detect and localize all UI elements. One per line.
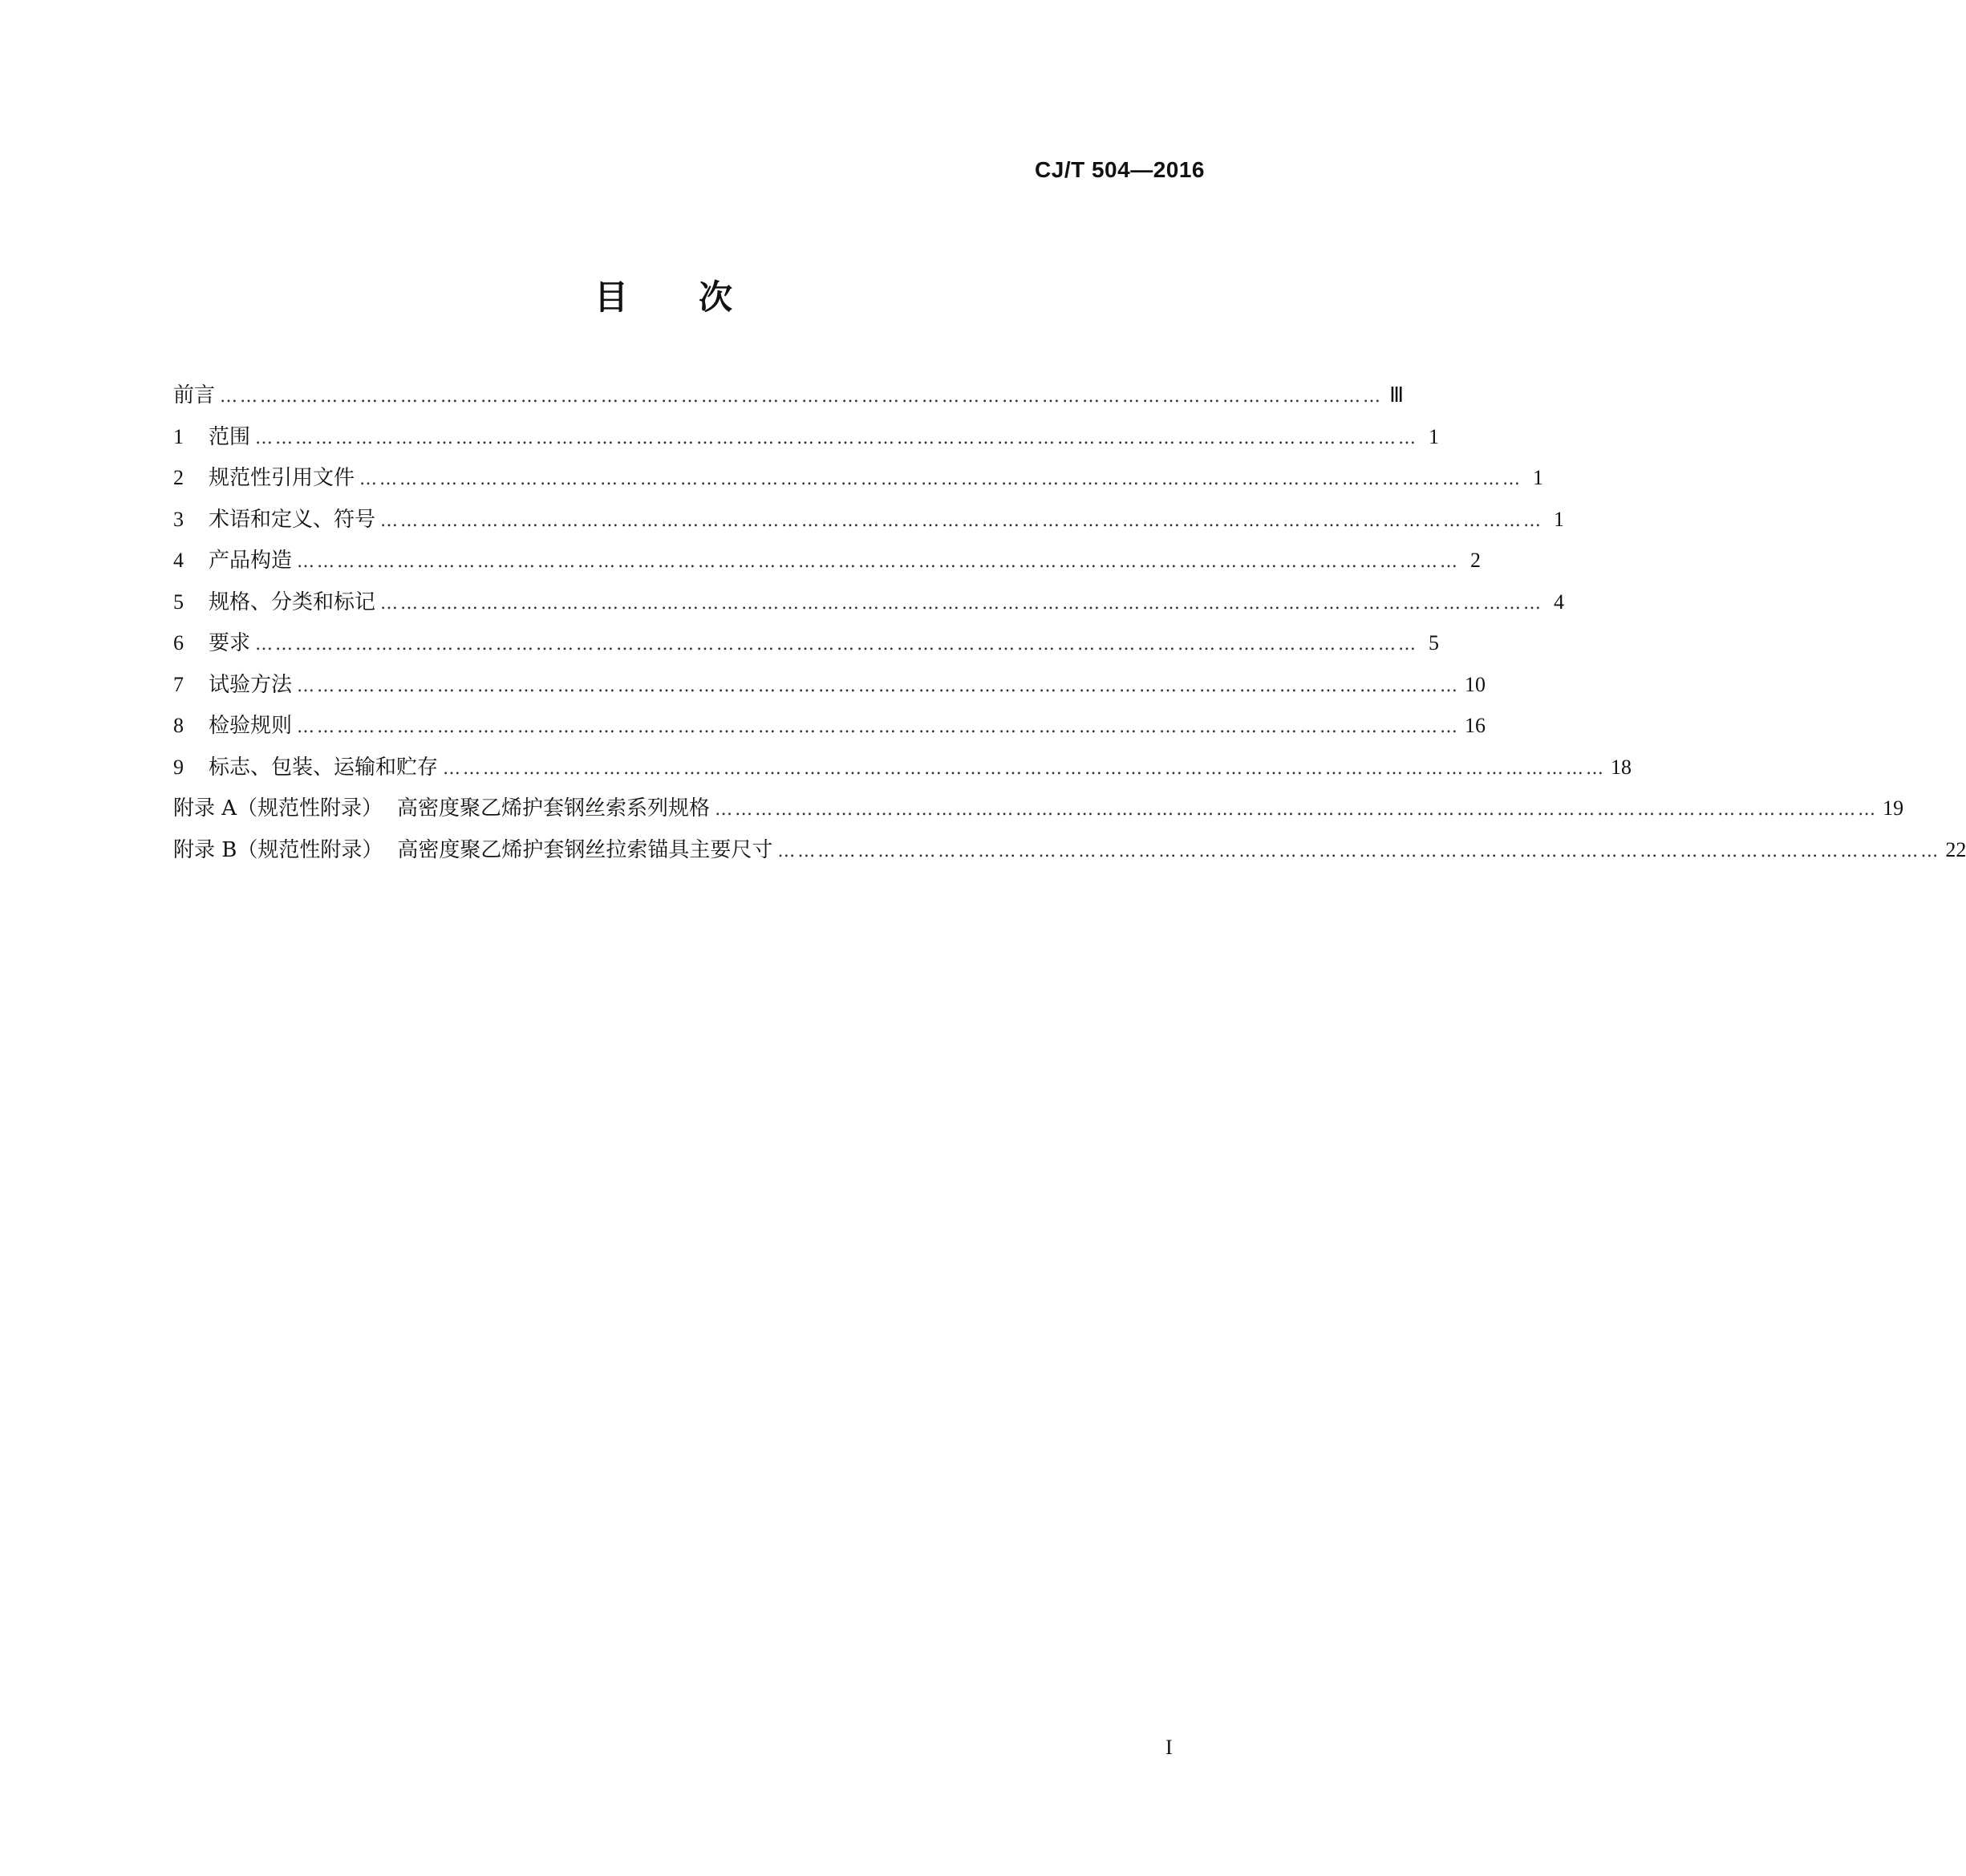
toc-entry-foreword[interactable]	[173, 379, 1405, 420]
toc-leader: …………………………………………………………………………………………………………………………………………………………	[297, 552, 1461, 572]
standard-number: CJ/T 504—2016	[1035, 157, 1205, 182]
toc-page: 5	[1429, 631, 1440, 654]
toc-entry-appendix-a[interactable]	[173, 792, 1904, 833]
toc-label: 试验方法	[209, 672, 293, 697]
toc-number: 6	[173, 631, 184, 654]
toc-label: 范围	[209, 424, 251, 449]
toc-number: 8	[173, 714, 184, 737]
toc-page: 22	[1945, 837, 1966, 861]
toc-page: 19	[1883, 796, 1904, 820]
toc-label: 术语和定义、符号	[209, 507, 376, 532]
toc-label: 规范性引用文件	[209, 466, 355, 490]
page-title: 目次	[594, 278, 803, 317]
page-number: I	[1165, 1736, 1173, 1759]
toc-leader: …………………………………………………………………………………………………………………………………………………………	[443, 758, 1607, 779]
toc-label: 高密度聚乙烯护套钢丝拉索锚具主要尺寸	[397, 837, 773, 862]
toc-entry-2[interactable]	[173, 461, 1544, 503]
toc-entry-1[interactable]	[173, 420, 1440, 462]
toc-leader: …………………………………………………………………………………………………………………………………………………………	[220, 387, 1384, 407]
toc-leader: …………………………………………………………………………………………………………………………………………………………	[297, 717, 1461, 737]
toc-leader: …………………………………………………………………………………………………………………………………………………………	[255, 634, 1419, 654]
toc-entry-3[interactable]	[173, 503, 1565, 545]
toc-leader: …………………………………………………………………………………………………………………………………………………………	[359, 469, 1523, 489]
toc-label: 要求	[209, 631, 251, 655]
toc-page: 16	[1465, 714, 1486, 737]
toc-entry-9[interactable]	[173, 751, 1632, 792]
toc-number: 9	[173, 755, 184, 779]
toc-entry-appendix-b[interactable]	[173, 833, 1966, 875]
toc-number: 4	[173, 549, 184, 572]
toc-page: 2	[1470, 549, 1482, 572]
toc-leader: …………………………………………………………………………………………………………………………………………………………	[255, 427, 1419, 448]
toc-page: 1	[1429, 424, 1440, 448]
toc-appendix-prefix: 附录 A（规范性附录）	[173, 796, 383, 820]
toc-page: 1	[1554, 507, 1565, 531]
toc-leader: …………………………………………………………………………………………………………………………………………………………	[777, 841, 1941, 861]
toc-entry-4[interactable]	[173, 544, 1482, 585]
toc-number: 1	[173, 424, 184, 448]
toc-leader: …………………………………………………………………………………………………………………………………………………………	[380, 510, 1544, 531]
toc-page: 1	[1533, 466, 1544, 489]
toc-entry-7[interactable]	[173, 668, 1486, 710]
toc-leader: …………………………………………………………………………………………………………………………………………………………	[715, 800, 1879, 820]
toc-entry-8[interactable]	[173, 709, 1486, 751]
toc-number: 7	[173, 672, 184, 696]
table-of-contents	[173, 379, 1966, 874]
toc-label: 产品构造	[209, 549, 293, 573]
toc-leader: …………………………………………………………………………………………………………………………………………………………	[380, 593, 1544, 614]
toc-label: 高密度聚乙烯护套钢丝索系列规格	[397, 796, 711, 820]
toc-page: Ⅲ	[1389, 383, 1405, 407]
toc-label: 规格、分类和标记	[209, 590, 376, 614]
toc-label: 标志、包装、运输和贮存	[209, 755, 439, 780]
toc-entry-6[interactable]	[173, 626, 1440, 668]
toc-number: 2	[173, 466, 184, 489]
toc-page: 18	[1611, 755, 1632, 779]
toc-label: 检验规则	[209, 714, 293, 738]
toc-appendix-prefix: 附录 B（规范性附录）	[173, 837, 383, 862]
toc-label: 前言	[173, 383, 216, 407]
toc-leader: …………………………………………………………………………………………………………………………………………………………	[297, 675, 1461, 696]
toc-number: 5	[173, 590, 184, 614]
toc-page: 10	[1465, 672, 1486, 696]
toc-page: 4	[1554, 590, 1565, 614]
toc-number: 3	[173, 507, 184, 531]
toc-entry-5[interactable]	[173, 585, 1565, 627]
